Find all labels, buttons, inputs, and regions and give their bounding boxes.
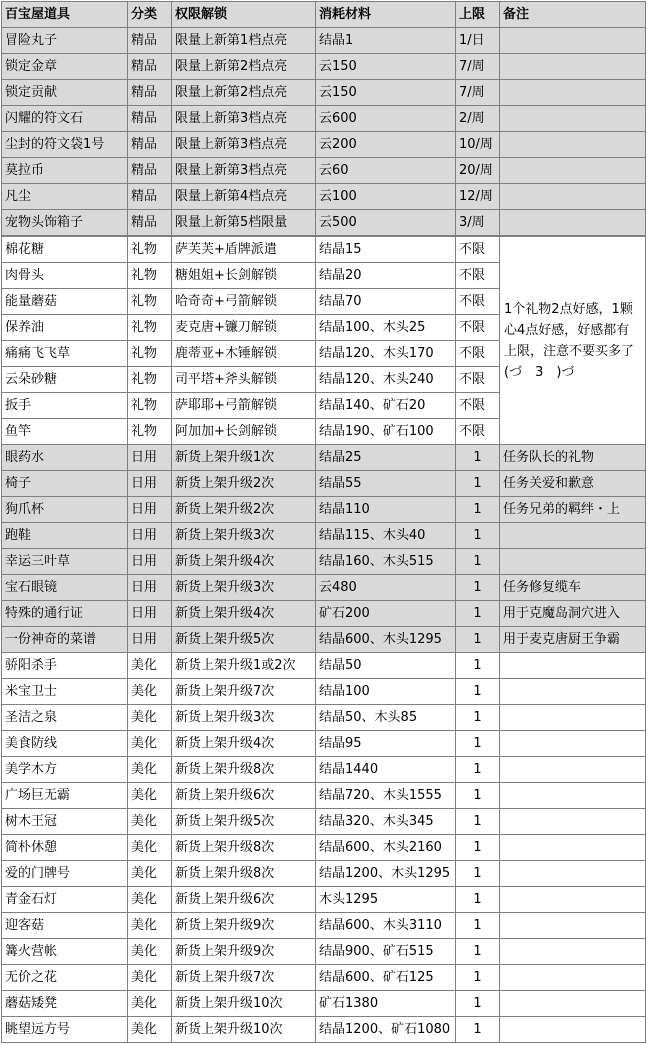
cell-note <box>500 783 646 809</box>
cell-cost: 矿石1380 <box>316 991 456 1017</box>
cell-category: 美化 <box>128 939 172 965</box>
cell-unlock: 限量上新第2档点亮 <box>172 54 316 80</box>
cell-category: 美化 <box>128 783 172 809</box>
cell-limit: 1 <box>456 653 500 679</box>
cell-cost: 结晶1200、矿石1080 <box>316 1017 456 1043</box>
cell-cost: 云500 <box>316 210 456 237</box>
cell-unlock: 阿加加+长剑解锁 <box>172 419 316 445</box>
cell-item: 锁定金章 <box>2 54 128 80</box>
cell-item: 青金石灯 <box>2 887 128 913</box>
cell-unlock: 萨芙芙+盾牌派遣 <box>172 236 316 263</box>
cell-limit: 12/周 <box>456 184 500 210</box>
cell-limit: 1 <box>456 1017 500 1043</box>
cell-limit: 2/周 <box>456 106 500 132</box>
cell-item: 宠物头饰箱子 <box>2 210 128 237</box>
cell-category: 美化 <box>128 757 172 783</box>
cell-unlock: 新货上架升级4次 <box>172 731 316 757</box>
cell-unlock: 新货上架升级7次 <box>172 965 316 991</box>
cell-note: 任务修复缆车 <box>500 575 646 601</box>
cell-cost: 结晶160、木头515 <box>316 549 456 575</box>
cell-limit: 1 <box>456 497 500 523</box>
cell-note <box>500 106 646 132</box>
cell-unlock: 限量上新第3档点亮 <box>172 158 316 184</box>
table-row <box>2 991 646 1017</box>
cell-note <box>500 549 646 575</box>
cell-unlock: 新货上架升级8次 <box>172 757 316 783</box>
header-cost: 消耗材料 <box>316 2 456 28</box>
cell-item: 莫拉币 <box>2 158 128 184</box>
cell-category: 美化 <box>128 965 172 991</box>
cell-unlock: 新货上架升级9次 <box>172 939 316 965</box>
cell-limit: 20/周 <box>456 158 500 184</box>
cell-item: 蘑菇矮凳 <box>2 991 128 1017</box>
cell-note <box>500 28 646 54</box>
cell-category: 日用 <box>128 497 172 523</box>
cell-limit: 1 <box>456 627 500 653</box>
cell-note <box>500 809 646 835</box>
cell-item: 保养油 <box>2 315 128 341</box>
cell-unlock: 限量上新第4档点亮 <box>172 184 316 210</box>
cell-cost: 结晶95 <box>316 731 456 757</box>
cell-note <box>500 757 646 783</box>
header-item: 百宝屋道具 <box>2 2 128 28</box>
cell-cost: 结晶55 <box>316 471 456 497</box>
cell-unlock: 哈奇奇+弓箭解锁 <box>172 289 316 315</box>
cell-category: 礼物 <box>128 341 172 367</box>
cell-unlock: 限量上新第5档限量 <box>172 210 316 237</box>
cell-cost: 结晶600、木头1295 <box>316 627 456 653</box>
cell-item: 跑鞋 <box>2 523 128 549</box>
cell-category: 礼物 <box>128 289 172 315</box>
cell-limit: 1 <box>456 731 500 757</box>
cell-limit: 1 <box>456 471 500 497</box>
cell-item: 扳手 <box>2 393 128 419</box>
table-row <box>2 835 646 861</box>
cell-unlock: 萨耶耶+弓箭解锁 <box>172 393 316 419</box>
cell-unlock: 新货上架升级8次 <box>172 835 316 861</box>
cell-unlock: 新货上架升级3次 <box>172 575 316 601</box>
cell-cost: 结晶320、木头345 <box>316 809 456 835</box>
cell-category: 日用 <box>128 471 172 497</box>
cell-item: 美食防线 <box>2 731 128 757</box>
cell-limit: 1 <box>456 939 500 965</box>
cell-limit: 1 <box>456 523 500 549</box>
cell-category: 美化 <box>128 861 172 887</box>
cell-unlock: 限量上新第3档点亮 <box>172 132 316 158</box>
cell-limit: 7/周 <box>456 54 500 80</box>
cell-unlock: 新货上架升级10次 <box>172 1017 316 1043</box>
table-row <box>2 523 646 549</box>
table-row <box>2 783 646 809</box>
cell-item: 树木王冠 <box>2 809 128 835</box>
cell-unlock: 糖姐姐+长剑解锁 <box>172 263 316 289</box>
cell-note <box>500 210 646 237</box>
cell-limit: 不限 <box>456 341 500 367</box>
table-row <box>2 913 646 939</box>
table-row <box>2 54 646 80</box>
cell-cost: 结晶15 <box>316 236 456 263</box>
cell-limit: 1 <box>456 913 500 939</box>
cell-item: 眼药水 <box>2 445 128 471</box>
cell-item: 广场巨无霸 <box>2 783 128 809</box>
cell-cost: 结晶115、木头40 <box>316 523 456 549</box>
cell-unlock: 新货上架升级4次 <box>172 549 316 575</box>
table-row <box>2 445 646 471</box>
cell-unlock: 新货上架升级4次 <box>172 601 316 627</box>
cell-category: 礼物 <box>128 393 172 419</box>
cell-note <box>500 991 646 1017</box>
table-row <box>2 861 646 887</box>
cell-unlock: 新货上架升级5次 <box>172 809 316 835</box>
cell-note <box>500 523 646 549</box>
cell-category: 精品 <box>128 158 172 184</box>
cell-cost: 云60 <box>316 158 456 184</box>
table-row <box>2 497 646 523</box>
cell-limit: 不限 <box>456 367 500 393</box>
cell-item: 美学木方 <box>2 757 128 783</box>
cell-unlock: 司平塔+斧头解锁 <box>172 367 316 393</box>
cell-category: 精品 <box>128 80 172 106</box>
cell-category: 日用 <box>128 575 172 601</box>
cell-unlock: 新货上架升级5次 <box>172 627 316 653</box>
cell-category: 精品 <box>128 54 172 80</box>
cell-cost: 结晶110 <box>316 497 456 523</box>
cell-note <box>500 705 646 731</box>
header-unlock: 权限解锁 <box>172 2 316 28</box>
cell-unlock: 限量上新第3档点亮 <box>172 106 316 132</box>
cell-item: 尘封的符文袋1号 <box>2 132 128 158</box>
cell-item: 简朴休憩 <box>2 835 128 861</box>
cell-unlock: 新货上架升级6次 <box>172 887 316 913</box>
cell-unlock: 鹿蒂亚+木锤解锁 <box>172 341 316 367</box>
cell-note <box>500 861 646 887</box>
cell-cost: 结晶600、木头2160 <box>316 835 456 861</box>
cell-category: 日用 <box>128 627 172 653</box>
cell-limit: 不限 <box>456 236 500 263</box>
cell-note <box>500 653 646 679</box>
cell-note: 任务队长的礼物 <box>500 445 646 471</box>
table-row <box>2 158 646 184</box>
cell-limit: 1/日 <box>456 28 500 54</box>
cell-cost: 结晶1200、木头1295 <box>316 861 456 887</box>
cell-limit: 不限 <box>456 393 500 419</box>
cell-unlock: 新货上架升级1次 <box>172 445 316 471</box>
cell-category: 美化 <box>128 991 172 1017</box>
table-row <box>2 809 646 835</box>
table-row <box>2 965 646 991</box>
cell-category: 美化 <box>128 887 172 913</box>
cell-unlock: 限量上新第1档点亮 <box>172 28 316 54</box>
cell-unlock: 新货上架升级2次 <box>172 471 316 497</box>
cell-category: 精品 <box>128 132 172 158</box>
header-note: 备注 <box>500 2 646 28</box>
cell-limit: 不限 <box>456 315 500 341</box>
cell-item: 眺望远方号 <box>2 1017 128 1043</box>
cell-limit: 1 <box>456 809 500 835</box>
cell-limit: 10/周 <box>456 132 500 158</box>
cell-unlock: 新货上架升级2次 <box>172 497 316 523</box>
cell-limit: 1 <box>456 549 500 575</box>
table-row <box>2 549 646 575</box>
cell-cost: 结晶1440 <box>316 757 456 783</box>
cell-cost: 结晶70 <box>316 289 456 315</box>
table-row <box>2 939 646 965</box>
cell-cost: 结晶600、矿石125 <box>316 965 456 991</box>
cell-category: 礼物 <box>128 315 172 341</box>
cell-cost: 结晶100、木头25 <box>316 315 456 341</box>
table-row <box>2 887 646 913</box>
cell-category: 礼物 <box>128 419 172 445</box>
cell-cost: 结晶1 <box>316 28 456 54</box>
table-row <box>2 653 646 679</box>
cell-category: 美化 <box>128 705 172 731</box>
cell-cost: 云480 <box>316 575 456 601</box>
cell-cost: 结晶140、矿石20 <box>316 393 456 419</box>
cell-cost: 结晶20 <box>316 263 456 289</box>
table-row <box>2 210 646 237</box>
cell-limit: 1 <box>456 835 500 861</box>
cell-category: 美化 <box>128 1017 172 1043</box>
cell-note <box>500 913 646 939</box>
cell-cost: 结晶900、矿石515 <box>316 939 456 965</box>
cell-item: 米宝卫士 <box>2 679 128 705</box>
cell-unlock: 新货上架升级6次 <box>172 783 316 809</box>
table-row <box>2 679 646 705</box>
table-row <box>2 627 646 653</box>
cell-limit: 1 <box>456 861 500 887</box>
cell-item: 痛痛飞飞草 <box>2 341 128 367</box>
cell-note: 任务兄弟的羁绊・上 <box>500 497 646 523</box>
cell-cost: 云150 <box>316 54 456 80</box>
cell-item: 凡尘 <box>2 184 128 210</box>
cell-item: 云朵砂糖 <box>2 367 128 393</box>
cell-item: 无价之花 <box>2 965 128 991</box>
cell-note <box>500 887 646 913</box>
cell-category: 日用 <box>128 601 172 627</box>
table-row <box>2 184 646 210</box>
cell-cost: 木头1295 <box>316 887 456 913</box>
table-row <box>2 471 646 497</box>
table-row <box>2 705 646 731</box>
cell-limit: 不限 <box>456 419 500 445</box>
cell-item: 特殊的通行证 <box>2 601 128 627</box>
cell-cost: 云100 <box>316 184 456 210</box>
cell-note: 用于麦克唐厨王争霸 <box>500 627 646 653</box>
cell-note <box>500 1017 646 1043</box>
cell-unlock: 新货上架升级3次 <box>172 705 316 731</box>
cell-item: 闪耀的符文石 <box>2 106 128 132</box>
cell-unlock: 限量上新第2档点亮 <box>172 80 316 106</box>
cell-limit: 1 <box>456 887 500 913</box>
table-row <box>2 132 646 158</box>
cell-note <box>500 132 646 158</box>
cell-cost: 云600 <box>316 106 456 132</box>
cell-item: 锁定贡献 <box>2 80 128 106</box>
cell-note <box>500 679 646 705</box>
cell-limit: 1 <box>456 991 500 1017</box>
cell-limit: 1 <box>456 445 500 471</box>
cell-item: 宝石眼镜 <box>2 575 128 601</box>
table-row <box>2 28 646 54</box>
cell-note <box>500 54 646 80</box>
cell-note <box>500 184 646 210</box>
cell-category: 礼物 <box>128 263 172 289</box>
table-row <box>2 80 646 106</box>
table-row <box>2 757 646 783</box>
cell-item: 爱的门牌号 <box>2 861 128 887</box>
cell-category: 美化 <box>128 731 172 757</box>
cell-category: 美化 <box>128 913 172 939</box>
cell-unlock: 新货上架升级1或2次 <box>172 653 316 679</box>
cell-cost: 矿石200 <box>316 601 456 627</box>
cell-limit: 1 <box>456 601 500 627</box>
cell-limit: 1 <box>456 679 500 705</box>
gift-note-cell: 1个礼物2点好感，1颗心4点好感，好感都有上限，注意不要买多了(づ 3 )づ <box>500 236 646 445</box>
cell-item: 鱼竿 <box>2 419 128 445</box>
cell-unlock: 新货上架升级10次 <box>172 991 316 1017</box>
cell-limit: 1 <box>456 757 500 783</box>
table-row <box>2 1017 646 1043</box>
cell-cost: 结晶720、木头1555 <box>316 783 456 809</box>
cell-category: 日用 <box>128 523 172 549</box>
table-row <box>2 731 646 757</box>
cell-cost: 结晶190、矿石100 <box>316 419 456 445</box>
cell-item: 圣洁之泉 <box>2 705 128 731</box>
cell-category: 礼物 <box>128 236 172 263</box>
table-row <box>2 236 646 263</box>
cell-category: 美化 <box>128 809 172 835</box>
cell-unlock: 新货上架升级7次 <box>172 679 316 705</box>
cell-note <box>500 939 646 965</box>
cell-limit: 不限 <box>456 263 500 289</box>
cell-note <box>500 80 646 106</box>
cell-cost: 云200 <box>316 132 456 158</box>
cell-cost: 结晶25 <box>316 445 456 471</box>
cell-item: 肉骨头 <box>2 263 128 289</box>
cell-item: 一份神奇的菜谱 <box>2 627 128 653</box>
cell-item: 冒险丸子 <box>2 28 128 54</box>
cell-note <box>500 731 646 757</box>
cell-limit: 1 <box>456 575 500 601</box>
cell-limit: 3/周 <box>456 210 500 237</box>
cell-item: 椅子 <box>2 471 128 497</box>
cell-note <box>500 965 646 991</box>
table-row <box>2 601 646 627</box>
cell-cost: 结晶50、木头85 <box>316 705 456 731</box>
cell-category: 精品 <box>128 28 172 54</box>
cell-cost: 结晶600、木头3110 <box>316 913 456 939</box>
cell-item: 骄阳杀手 <box>2 653 128 679</box>
cell-category: 日用 <box>128 549 172 575</box>
cell-note: 用于克魔岛洞穴进入 <box>500 601 646 627</box>
cell-category: 精品 <box>128 210 172 237</box>
cell-item: 狗爪杯 <box>2 497 128 523</box>
cell-unlock: 新货上架升级9次 <box>172 913 316 939</box>
cell-item: 篝火营帐 <box>2 939 128 965</box>
cell-cost: 结晶120、木头170 <box>316 341 456 367</box>
cell-cost: 结晶50 <box>316 653 456 679</box>
cell-unlock: 麦克唐+镰刀解锁 <box>172 315 316 341</box>
cell-category: 美化 <box>128 653 172 679</box>
cell-item: 棉花糖 <box>2 236 128 263</box>
table-row <box>2 106 646 132</box>
cell-unlock: 新货上架升级8次 <box>172 861 316 887</box>
cell-limit: 1 <box>456 705 500 731</box>
cell-item: 能量蘑菇 <box>2 289 128 315</box>
cell-category: 精品 <box>128 184 172 210</box>
cell-note: 任务关爱和歉意 <box>500 471 646 497</box>
cell-unlock: 新货上架升级3次 <box>172 523 316 549</box>
header-category: 分类 <box>128 2 172 28</box>
cell-note <box>500 158 646 184</box>
shop-items-table <box>1 1 646 1043</box>
cell-cost: 结晶100 <box>316 679 456 705</box>
cell-category: 美化 <box>128 835 172 861</box>
cell-cost: 结晶120、木头240 <box>316 367 456 393</box>
header-row <box>2 2 646 28</box>
cell-category: 礼物 <box>128 367 172 393</box>
cell-cost: 云150 <box>316 80 456 106</box>
table-row <box>2 575 646 601</box>
cell-limit: 7/周 <box>456 80 500 106</box>
cell-limit: 1 <box>456 965 500 991</box>
cell-note <box>500 835 646 861</box>
cell-limit: 1 <box>456 783 500 809</box>
cell-item: 幸运三叶草 <box>2 549 128 575</box>
header-limit: 上限 <box>456 2 500 28</box>
cell-category: 精品 <box>128 106 172 132</box>
cell-item: 迎客菇 <box>2 913 128 939</box>
cell-category: 美化 <box>128 679 172 705</box>
table-body <box>2 28 646 1043</box>
cell-category: 日用 <box>128 445 172 471</box>
cell-limit: 不限 <box>456 289 500 315</box>
